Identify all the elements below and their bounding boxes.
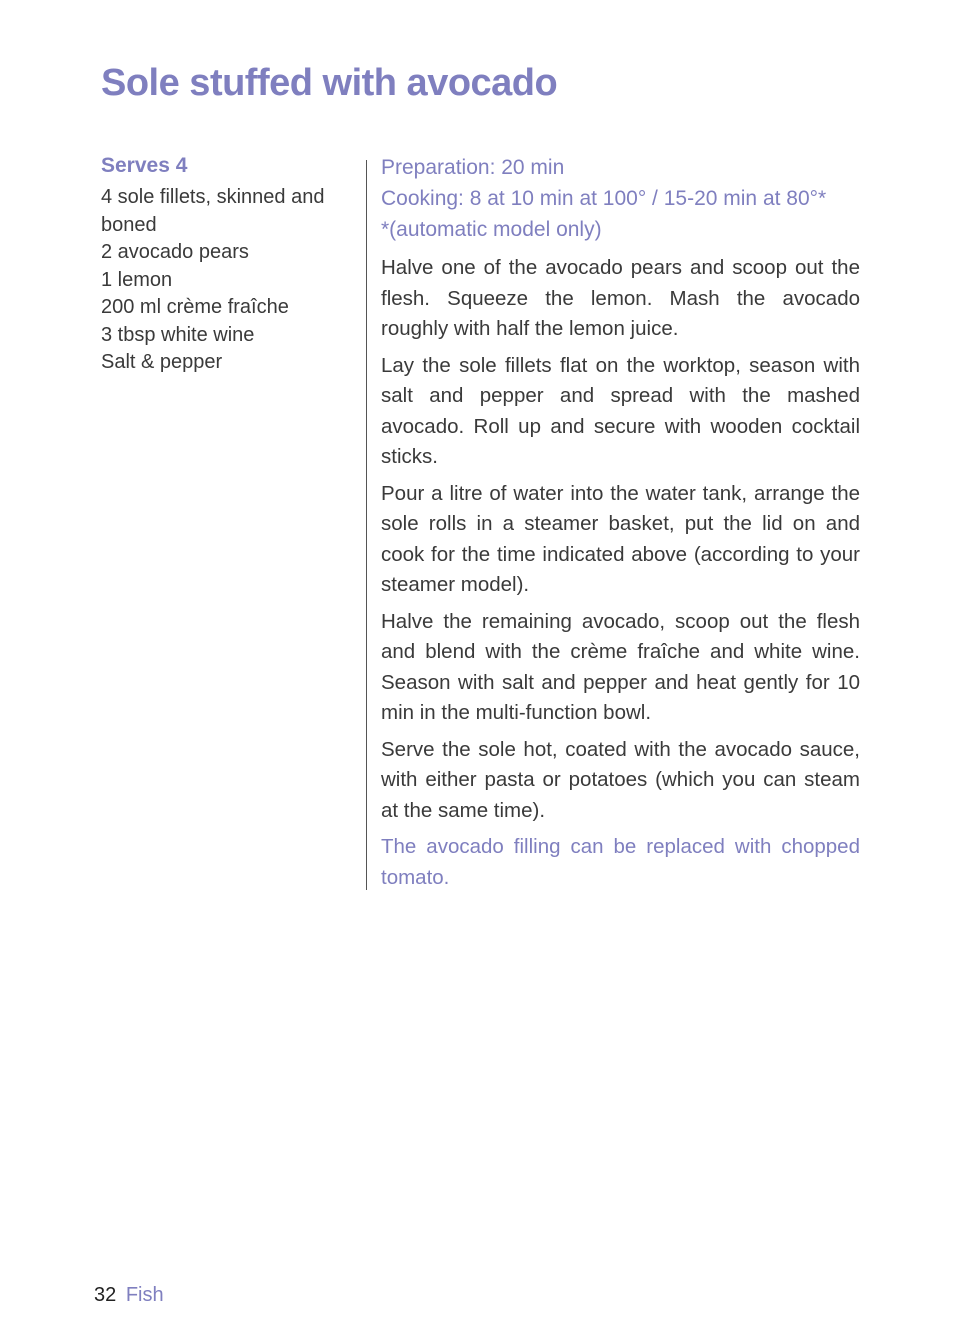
page-number: 32 [94, 1284, 117, 1306]
method-step: Pour a litre of water into the water tank, arrange the sole rolls in a steamer basket, put the lid on and cook for the time indicated above (according to your steamer model). [381, 481, 860, 596]
ingredients-list [101, 184, 341, 377]
recipe-title: Sole stuffed with avocado [101, 62, 558, 104]
ingredient-item: Salt & pepper [101, 351, 223, 373]
recipe-tip: The avocado filling can be replaced with chopped tomato. [381, 835, 860, 889]
method-step: Serve the sole hot, coated with the avocado sauce, with either pasta or potatoes (which you can steam at the same time). [381, 737, 860, 822]
ingredient-item: 200 ml crème fraîche [101, 296, 289, 318]
ingredient-item: 4 sole fillets, skinned and boned [101, 186, 325, 236]
ingredient-item: 3 tbsp white wine [101, 323, 255, 346]
ingredient-item: 2 avocado pears [101, 241, 249, 263]
preparation-time: Preparation: 20 min [381, 156, 565, 179]
serves-heading: Serves 4 [101, 154, 188, 177]
ingredient-item: 1 lemon [101, 268, 173, 291]
ingredients-column [101, 152, 341, 377]
method-step: Lay the sole fillets flat on the worktop, season with salt and pepper and spread with the mashed avocado. Roll up and secure with wooden cocktail sticks. [381, 353, 860, 468]
cooking-time: Cooking: 8 at 10 min at 100° / 15-20 min at 80°* [381, 187, 827, 210]
method-step: Halve the remaining avocado, scoop out the flesh and blend with the crème fraîche and white wine. Season with salt and pepper and heat gently for 10 min in the multi-function bowl. [381, 609, 860, 724]
method-column [381, 152, 860, 893]
method-step: Halve one of the avocado pears and scoop out the flesh. Squeeze the lemon. Mash the avocado roughly with half the lemon juice. [381, 256, 860, 340]
section-name: Fish [125, 1284, 164, 1306]
page-footer [94, 1282, 164, 1308]
timing-info [381, 152, 860, 245]
column-divider [366, 160, 367, 890]
cooking-footnote: *(automatic model only) [381, 218, 602, 241]
